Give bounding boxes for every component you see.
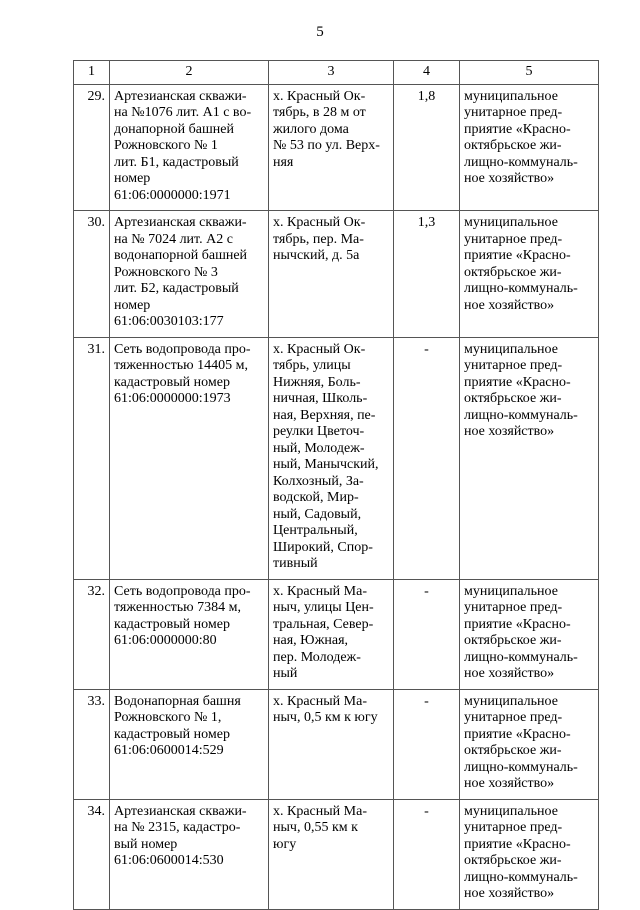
object-holder-line: октябрьское жи- <box>464 391 562 406</box>
object-location-line: Центральный, <box>273 523 358 538</box>
object-holder-line: унитарное пред- <box>464 358 563 373</box>
object-holder-line: октябрьское жи- <box>464 633 562 648</box>
header-col-location: 3 <box>269 61 394 85</box>
object-length: - <box>394 337 460 579</box>
object-name-line: тяженностью 14405 м, <box>114 358 248 373</box>
object-name-line: 61:06:0030103:177 <box>114 314 224 329</box>
row-number: 31. <box>74 337 110 579</box>
object-holder-line: ное хозяйство» <box>464 171 555 186</box>
object-holder-line: лищно-коммуналь- <box>464 407 578 423</box>
object-holder-line: унитарное пред- <box>464 600 563 615</box>
object-location-line: пер. Молодеж- <box>273 649 361 665</box>
object-location-line: няя <box>273 154 294 170</box>
object-location-line: х. Красный Ма- <box>273 803 367 819</box>
object-holder-line: приятие «Красно- <box>464 836 571 852</box>
object-location-line: х. Красный Ок- <box>273 88 366 104</box>
object-holder-line: приятие «Красно- <box>464 726 571 742</box>
object-location-line: Колхозный, За- <box>273 473 364 489</box>
object-length: - <box>394 799 460 909</box>
header-row <box>74 61 599 85</box>
object-name-line: Рожновского № 3 <box>114 264 218 280</box>
object-holder-line: муниципальное <box>464 88 558 104</box>
object-length: 1,3 <box>394 211 460 338</box>
object-holder-line: приятие «Красно- <box>464 248 571 263</box>
header-col-number: 1 <box>74 61 110 85</box>
object-location-line: югу <box>273 836 297 852</box>
object-name-line: лит. Б1, кадастровый <box>114 154 239 170</box>
object-location-line: ный <box>273 666 298 681</box>
object-holder <box>460 84 599 211</box>
object-name-line: кадастровый номер <box>114 726 230 742</box>
object-location-line: х. Красный Ок- <box>273 215 366 230</box>
object-holder <box>460 689 599 799</box>
object-holder-line: ное хозяйство» <box>464 886 555 901</box>
object-name-line: на № 2315, кадастро- <box>114 820 241 835</box>
header-col-holder: 5 <box>460 61 599 85</box>
object-location-line: Широкий, Спор- <box>273 539 373 555</box>
table-row <box>74 84 599 211</box>
object-name-line: 61:06:0600014:529 <box>114 743 224 758</box>
table-row <box>74 799 599 909</box>
object-holder-line: лищно-коммуналь- <box>464 759 578 775</box>
object-holder-line: унитарное пред- <box>464 105 563 120</box>
object-name-line: кадастровый номер <box>114 374 230 390</box>
object-location-line: ный, Садовый, <box>273 506 362 522</box>
object-location-line: тябрь, улицы <box>273 358 351 373</box>
object-location-line: Нижняя, Боль- <box>273 374 361 390</box>
object-length: 1,8 <box>394 84 460 211</box>
object-name-line: тяженностью 7384 м, <box>114 600 241 615</box>
object-location-line: № 53 по ул. Верх- <box>273 138 380 153</box>
object-location <box>269 84 394 211</box>
object-holder-line: октябрьское жи- <box>464 743 562 758</box>
object-name-line: на № 7024 лит. А2 с <box>114 231 233 247</box>
object-location <box>269 689 394 799</box>
object-holder-line: унитарное пред- <box>464 710 563 725</box>
object-name <box>110 211 269 338</box>
object-location-line: реулки Цветоч- <box>273 424 365 439</box>
object-holder-line: муниципальное <box>464 583 558 599</box>
header-col-length: 4 <box>394 61 460 85</box>
object-name-line: лит. Б2, кадастровый <box>114 281 239 296</box>
object-holder-line: приятие «Красно- <box>464 121 571 137</box>
object-holder-line: ное хозяйство» <box>464 666 555 681</box>
property-registry-table <box>73 60 599 910</box>
object-location <box>269 579 394 689</box>
object-name <box>110 689 269 799</box>
table-row <box>74 579 599 689</box>
object-holder-line: лищно-коммуналь- <box>464 869 578 885</box>
table-row <box>74 211 599 338</box>
object-holder-line: унитарное пред- <box>464 820 563 835</box>
object-location-line: ныч, 0,5 км к югу <box>273 710 378 725</box>
object-name <box>110 337 269 579</box>
object-holder-line: ное хозяйство» <box>464 776 555 791</box>
object-name-line: номер <box>114 297 151 313</box>
object-name <box>110 579 269 689</box>
object-holder <box>460 337 599 579</box>
object-location-line: х. Красный Ок- <box>273 341 366 357</box>
object-length: - <box>394 579 460 689</box>
object-name-line: кадастровый номер <box>114 616 230 632</box>
object-name-line: Артезианская скважи- <box>114 803 247 819</box>
object-name-line: донапорной башней <box>114 121 234 137</box>
object-name-line: 61:06:0000000:1971 <box>114 187 231 203</box>
table-row <box>74 689 599 799</box>
object-location-line: жилого дома <box>273 121 349 137</box>
object-location-line: ная, Верхняя, пе- <box>273 407 376 423</box>
object-name-line: вый номер <box>114 836 178 852</box>
object-location-line: ная, Южная, <box>273 633 349 648</box>
object-location <box>269 337 394 579</box>
object-holder-line: октябрьское жи- <box>464 853 562 868</box>
object-location-line: тральная, Север- <box>273 616 374 632</box>
object-name-line: 61:06:0000000:1973 <box>114 391 231 406</box>
object-location-line: ный, Манычский, <box>273 457 379 472</box>
object-location-line: х. Красный Ма- <box>273 693 367 709</box>
object-location-line: водской, Мир- <box>273 490 359 505</box>
object-location-line: тивный <box>273 556 318 571</box>
row-number: 34. <box>74 799 110 909</box>
object-name-line: Рожновского № 1, <box>114 710 222 725</box>
object-holder-line: унитарное пред- <box>464 231 563 247</box>
object-holder-line: муниципальное <box>464 215 558 230</box>
object-location-line: нычский, д. 5а <box>273 248 360 263</box>
object-location-line: ничная, Школь- <box>273 391 368 406</box>
object-holder-line: ное хозяйство» <box>464 297 555 313</box>
object-location-line: ный, Молодеж- <box>273 440 365 456</box>
object-length: - <box>394 689 460 799</box>
object-name-line: Артезианская скважи- <box>114 215 247 230</box>
table-row <box>74 337 599 579</box>
object-location-line: ныч, 0,55 км к <box>273 820 358 835</box>
object-name-line: водонапорной башней <box>114 248 248 263</box>
object-location <box>269 211 394 338</box>
header-col-name: 2 <box>110 61 269 85</box>
object-name-line: Сеть водопровода про- <box>114 583 251 599</box>
object-name-line: Водонапорная башня <box>114 693 241 709</box>
object-holder-line: приятие «Красно- <box>464 616 571 632</box>
object-holder <box>460 211 599 338</box>
object-holder-line: муниципальное <box>464 341 558 357</box>
object-name <box>110 799 269 909</box>
object-holder-line: ное хозяйство» <box>464 424 555 439</box>
object-name-line: Артезианская скважи- <box>114 88 247 104</box>
object-name-line: на №1076 лит. А1 с во- <box>114 105 252 120</box>
object-holder-line: октябрьское жи- <box>464 138 562 153</box>
object-holder-line: приятие «Красно- <box>464 374 571 390</box>
object-name-line: Сеть водопровода про- <box>114 341 251 357</box>
row-number: 32. <box>74 579 110 689</box>
object-name-line: 61:06:0600014:530 <box>114 853 224 868</box>
object-holder-line: лищно-коммуналь- <box>464 649 578 665</box>
page-number: 5 <box>316 24 324 40</box>
object-location <box>269 799 394 909</box>
row-number: 33. <box>74 689 110 799</box>
object-name <box>110 84 269 211</box>
object-holder-line: лищно-коммуналь- <box>464 154 578 170</box>
object-name-line: номер <box>114 171 151 186</box>
object-holder-line: муниципальное <box>464 803 558 819</box>
row-number: 29. <box>74 84 110 211</box>
object-holder <box>460 579 599 689</box>
object-name-line: Рожновского № 1 <box>114 138 218 153</box>
object-location-line: ныч, улицы Цен- <box>273 600 374 615</box>
object-location-line: тябрь, в 28 м от <box>273 105 366 120</box>
object-holder-line: октябрьское жи- <box>464 264 562 280</box>
object-holder-line: муниципальное <box>464 693 558 709</box>
object-location-line: х. Красный Ма- <box>273 583 367 599</box>
object-name-line: 61:06:0000000:80 <box>114 633 217 648</box>
object-holder <box>460 799 599 909</box>
row-number: 30. <box>74 211 110 338</box>
object-location-line: тябрь, пер. Ма- <box>273 231 364 247</box>
object-holder-line: лищно-коммуналь- <box>464 281 578 296</box>
